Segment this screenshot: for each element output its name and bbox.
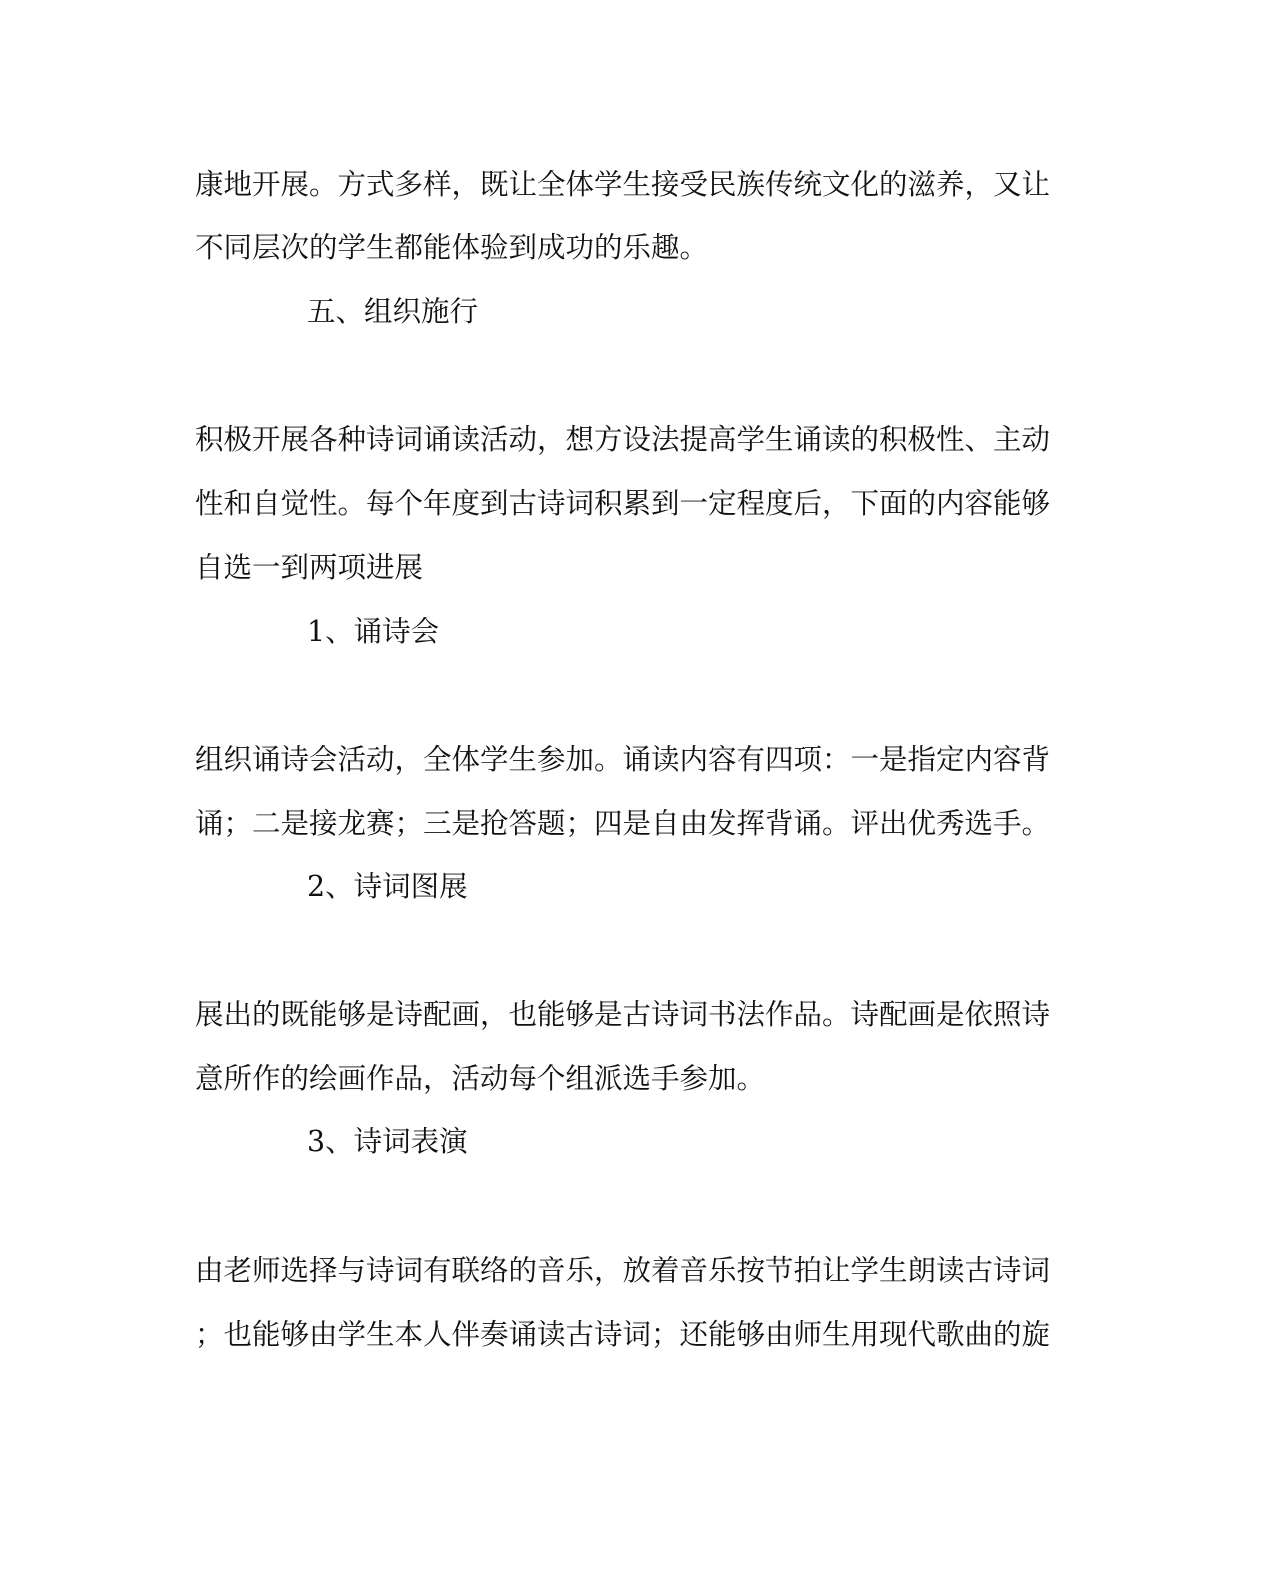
paragraph-line: 诵；二是接龙赛；三是抢答题；四是自由发挥背诵。评出优秀选手。 [195,807,1051,840]
paragraph-line: 不同层次的学生都能体验到成功的乐趣。 [195,231,709,264]
paragraph-line: 康地开展。方式多样，既让全体学生接受民族传统文化的滋养，又让 [195,168,1051,201]
paragraph-line: 展出的既能够是诗配画，也能够是古诗词书法作品。诗配画是依照诗 [195,998,1051,1031]
subsection-heading: 3、诗词表演 [307,1125,468,1158]
paragraph-line: 性和自觉性。每个年度到古诗词积累到一定程度后，下面的内容能够 [195,487,1051,520]
subsection-heading: 2、诗词图展 [307,870,468,903]
paragraph-line: 意所作的绘画作品，活动每个组派选手参加。 [195,1062,766,1095]
paragraph-line: ；也能够由学生本人伴奏诵读古诗词；还能够由师生用现代歌曲的旋 [195,1318,1051,1351]
paragraph-line: 由老师选择与诗词有联络的音乐，放着音乐按节拍让学生朗读古诗词 [195,1254,1051,1287]
section-heading: 五、组织施行 [307,295,479,328]
paragraph-line: 积极开展各种诗词诵读活动，想方设法提高学生诵读的积极性、主动 [195,423,1051,456]
paragraph-line: 组织诵诗会活动，全体学生参加。诵读内容有四项：一是指定内容背 [195,743,1051,776]
subsection-heading: 1、诵诗会 [307,615,440,648]
paragraph-line: 自选一到两项进展 [195,551,424,584]
